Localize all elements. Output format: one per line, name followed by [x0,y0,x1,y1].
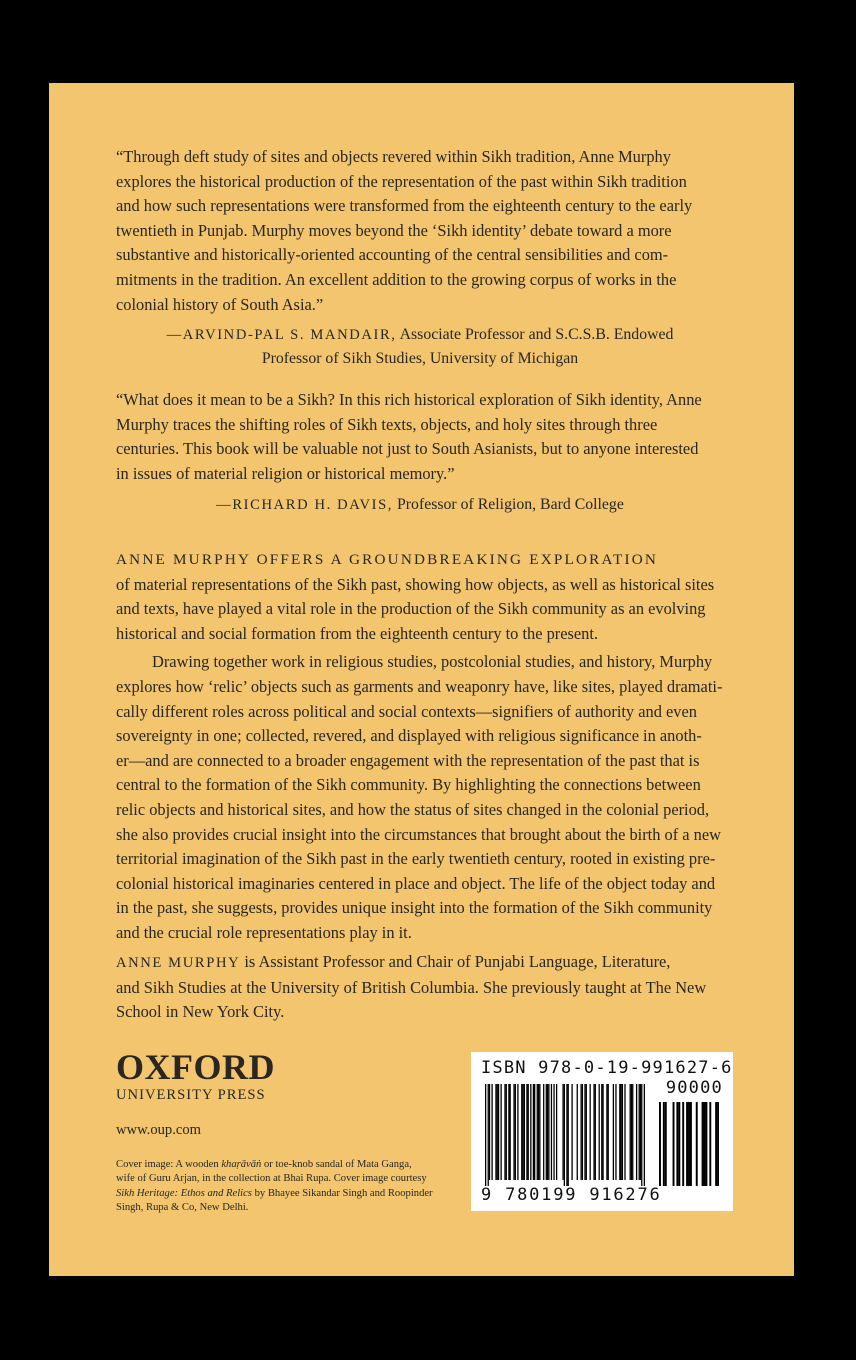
addon-barcode-bar [676,1102,678,1186]
barcode-bar [553,1084,554,1180]
barcode-bar [547,1084,548,1180]
quote-2-attribution [120,493,720,517]
barcode-bar [534,1084,535,1180]
endorsement-quote-1 [116,145,726,317]
barcode-bar [632,1084,633,1180]
description-lead: ANNE MURPHY OFFERS A GROUNDBREAKING EXPLORATION [116,551,659,568]
barcode-bar [515,1084,516,1180]
addon-barcode-bar [665,1102,667,1186]
quote-line: centuries. This book will be valuable not just to South Asianists, but to anyone interested [116,439,699,459]
addon-barcode-bar [673,1102,675,1186]
barcode-bar [522,1084,523,1180]
barcode-bar [644,1084,645,1186]
barcode-bar [485,1084,486,1186]
barcode-bar [595,1084,596,1180]
barcode-bar [508,1084,509,1180]
isbn-barcode [471,1052,733,1211]
endorsement-quote-2 [116,388,726,486]
barcode-bar [489,1084,490,1180]
addon-barcode-bar [702,1102,704,1186]
author-bio [116,950,726,1025]
quote-1-attribution [120,323,720,371]
barcode-bar [593,1084,594,1180]
description-line: in the past, she suggests, provides unique insight into the formation of the Sikh community [116,898,713,918]
description-line: cally different roles across political and social contexts—signifiers of authority and even [116,701,697,721]
ean-digits: 9 780199 916276 [481,1185,662,1205]
quote-line: twentieth in Punjab. Murphy moves beyond the ‘Sikh identity’ debate toward a more [116,220,672,240]
barcode-bar [599,1084,600,1180]
credit-italic: Sikh Heritage: Ethos and Relics [116,1187,252,1199]
barcode-bar [495,1084,496,1180]
description-line: territorial imagination of the Sikh past in the early twentieth century, rooted in existing pre- [116,849,716,869]
description-line: historical and social formation from the eighteenth century to the present. [116,623,599,643]
barcode-bar [639,1084,640,1180]
credit-text: by Bhayee Sikandar Singh and Roopinder [251,1187,433,1199]
credit-italic: khaṛāvāṅ [221,1159,262,1170]
description-line: and the crucial role representations play in it. [116,922,412,942]
addon-barcode-bar [715,1102,717,1186]
barcode-bar [602,1084,603,1180]
description-line: colonial historical imaginaries centered in place and object. The life of the object today and [116,873,716,893]
credit-text: wife of Guru Arjan, in the collection at Bhai Rupa. Cover image courtesy [116,1173,427,1185]
barcode-bar [556,1084,557,1180]
publisher-url: www.oup.com [116,1122,201,1138]
barcode-bar [517,1084,518,1180]
addon-barcode-bar [682,1102,684,1186]
isbn-text: ISBN 978-0-19-991627-6 [481,1058,733,1078]
endorser-name: —ARVIND-PAL S. MANDAIR, [166,327,397,343]
barcode-bar [562,1084,563,1180]
quote-line: colonial history of South Asia.” [116,294,324,314]
author-name: ANNE MURPHY [116,955,241,971]
barcode-bar [510,1084,511,1180]
barcode-bar [620,1084,621,1180]
description-line: sovereignty in one; collected, revered, and displayed with religious significance in anoth- [116,726,702,746]
barcode-bar [601,1084,602,1180]
endorser-title: Associate Professor and S.C.S.B. Endowed [396,326,674,343]
barcode-bar [631,1084,632,1180]
addon-barcode-bar [690,1102,692,1186]
barcode-bar [613,1084,614,1180]
description-line: of material representations of the Sikh past, showing how objects, as well as historical sites [116,574,715,594]
quote-line: mitments in the tradition. An excellent addition to the growing corpus of works in the [116,269,677,289]
barcode-bar [498,1084,499,1180]
barcode-bar [533,1084,534,1180]
quote-line: explores the historical production of the representation of the past within Sikh tradition [116,171,687,191]
description-line: er—and are connected to a broader engagement with the representation of the past that is [116,750,700,770]
barcode-bar [608,1084,609,1180]
book-description [116,548,726,946]
barcode-bar [615,1084,616,1180]
barcode-bar [506,1084,507,1180]
description-line: she also provides crucial insight into the circumstances that brought about the birth of a new [116,824,721,844]
logo-subtitle: UNIVERSITY PRESS [116,1087,266,1103]
barcode-bar [619,1084,620,1180]
endorser-name: —RICHARD H. DAVIS, [216,497,394,513]
addon-barcode-bar [705,1102,707,1186]
price-code: 90000 [665,1078,723,1098]
quote-line: Murphy traces the shifting roles of Sikh texts, objects, and holy sites through three [116,414,658,434]
quote-line: “What does it mean to be a Sikh? In this rich historical exploration of Sikh identity, Anne [116,390,702,409]
quote-line: in issues of material religion or historical memory.” [116,463,455,483]
description-line: and texts, have played a vital role in the production of the Sikh community as an evolving [116,599,706,619]
barcode-bar [543,1084,544,1180]
barcode-bar [606,1084,607,1180]
barcode-bar [521,1084,522,1180]
bio-text: is Assistant Professor and Chair of Punjabi Language, Literature, [240,952,671,971]
barcode-bar [513,1084,514,1180]
addon-barcode-bar [688,1102,690,1186]
description-line: explores how ‘relic’ objects such as garments and weaponry have, like sites, played dramati- [116,676,723,696]
barcode-bar [530,1084,531,1180]
addon-barcode-bar [696,1102,698,1186]
barcode-bar [640,1084,641,1180]
barcode-bar [504,1084,505,1180]
barcode-bar [577,1084,578,1180]
quote-line: and how such representations were transformed from the eighteenth century to the early [116,196,693,216]
quote-line: substantive and historically-oriented accounting of the central sensibilities and com- [116,245,669,265]
barcode-bar [528,1084,529,1180]
endorser-title: Professor of Religion, Bard College [393,496,624,513]
description-line: relic objects and historical sites, and how the status of sites changed in the colonial period, [116,799,710,819]
barcode-bar [582,1084,583,1180]
barcode-bar [551,1084,552,1180]
barcode-bar [636,1084,637,1180]
barcode-bar [488,1084,489,1186]
description-line: Drawing together work in religious studies, postcolonial studies, and history, Murphy [152,652,713,672]
bio-line: and Sikh Studies at the University of British Columbia. She previously taught at The New [116,977,707,997]
barcode-bar [526,1084,527,1180]
barcode-bar [566,1084,567,1186]
barcode-bar [622,1084,623,1180]
credit-text: Singh, Rupa & Co, New Delhi. [116,1202,249,1214]
barcode-bar [580,1084,581,1180]
barcode-bar [586,1084,587,1180]
barcode-bar [537,1084,538,1180]
barcode-bar [624,1084,625,1180]
oxford-logo [116,1048,275,1104]
barcode-bar [584,1084,585,1180]
bio-line [116,950,726,976]
barcode-bar [641,1084,642,1186]
barcode-bar [548,1084,549,1180]
credit-text: Cover image: A wooden [116,1159,222,1170]
addon-barcode-bar [659,1102,661,1186]
endorser-title: Professor of Sikh Studies, University of Michigan [261,350,579,367]
barcode-bar [546,1084,547,1180]
description-line: central to the formation of the Sikh community. By highlighting the connections between [116,775,701,795]
barcode-bar [539,1084,540,1180]
barcode-bar [538,1084,539,1180]
barcode-bar [568,1084,569,1186]
addon-barcode-bar [686,1102,688,1186]
quote-line: “Through deft study of sites and objects revered within Sikh tradition, Anne Murphy [116,147,671,166]
logo-wordmark: OXFORD [116,1047,275,1087]
addon-barcode-bar [709,1102,711,1186]
barcode-bar [524,1084,525,1180]
addon-barcode-bar [663,1102,665,1186]
barcode-bar [500,1084,501,1180]
bio-line: School in New York City. [116,1002,285,1022]
cover-image-credit [116,1158,446,1216]
addon-barcode-bar [704,1102,706,1186]
barcode-bar [564,1084,565,1186]
barcode-bar [590,1084,591,1180]
addon-barcode-bar [678,1102,680,1186]
barcode-bar [630,1084,631,1180]
barcode-bar [497,1084,498,1180]
barcode-bar [571,1084,572,1180]
barcode-bar [491,1084,492,1180]
credit-text: or toe-knob sandal of Mata Ganga, [261,1159,412,1170]
addon-barcode-bar [717,1102,719,1186]
